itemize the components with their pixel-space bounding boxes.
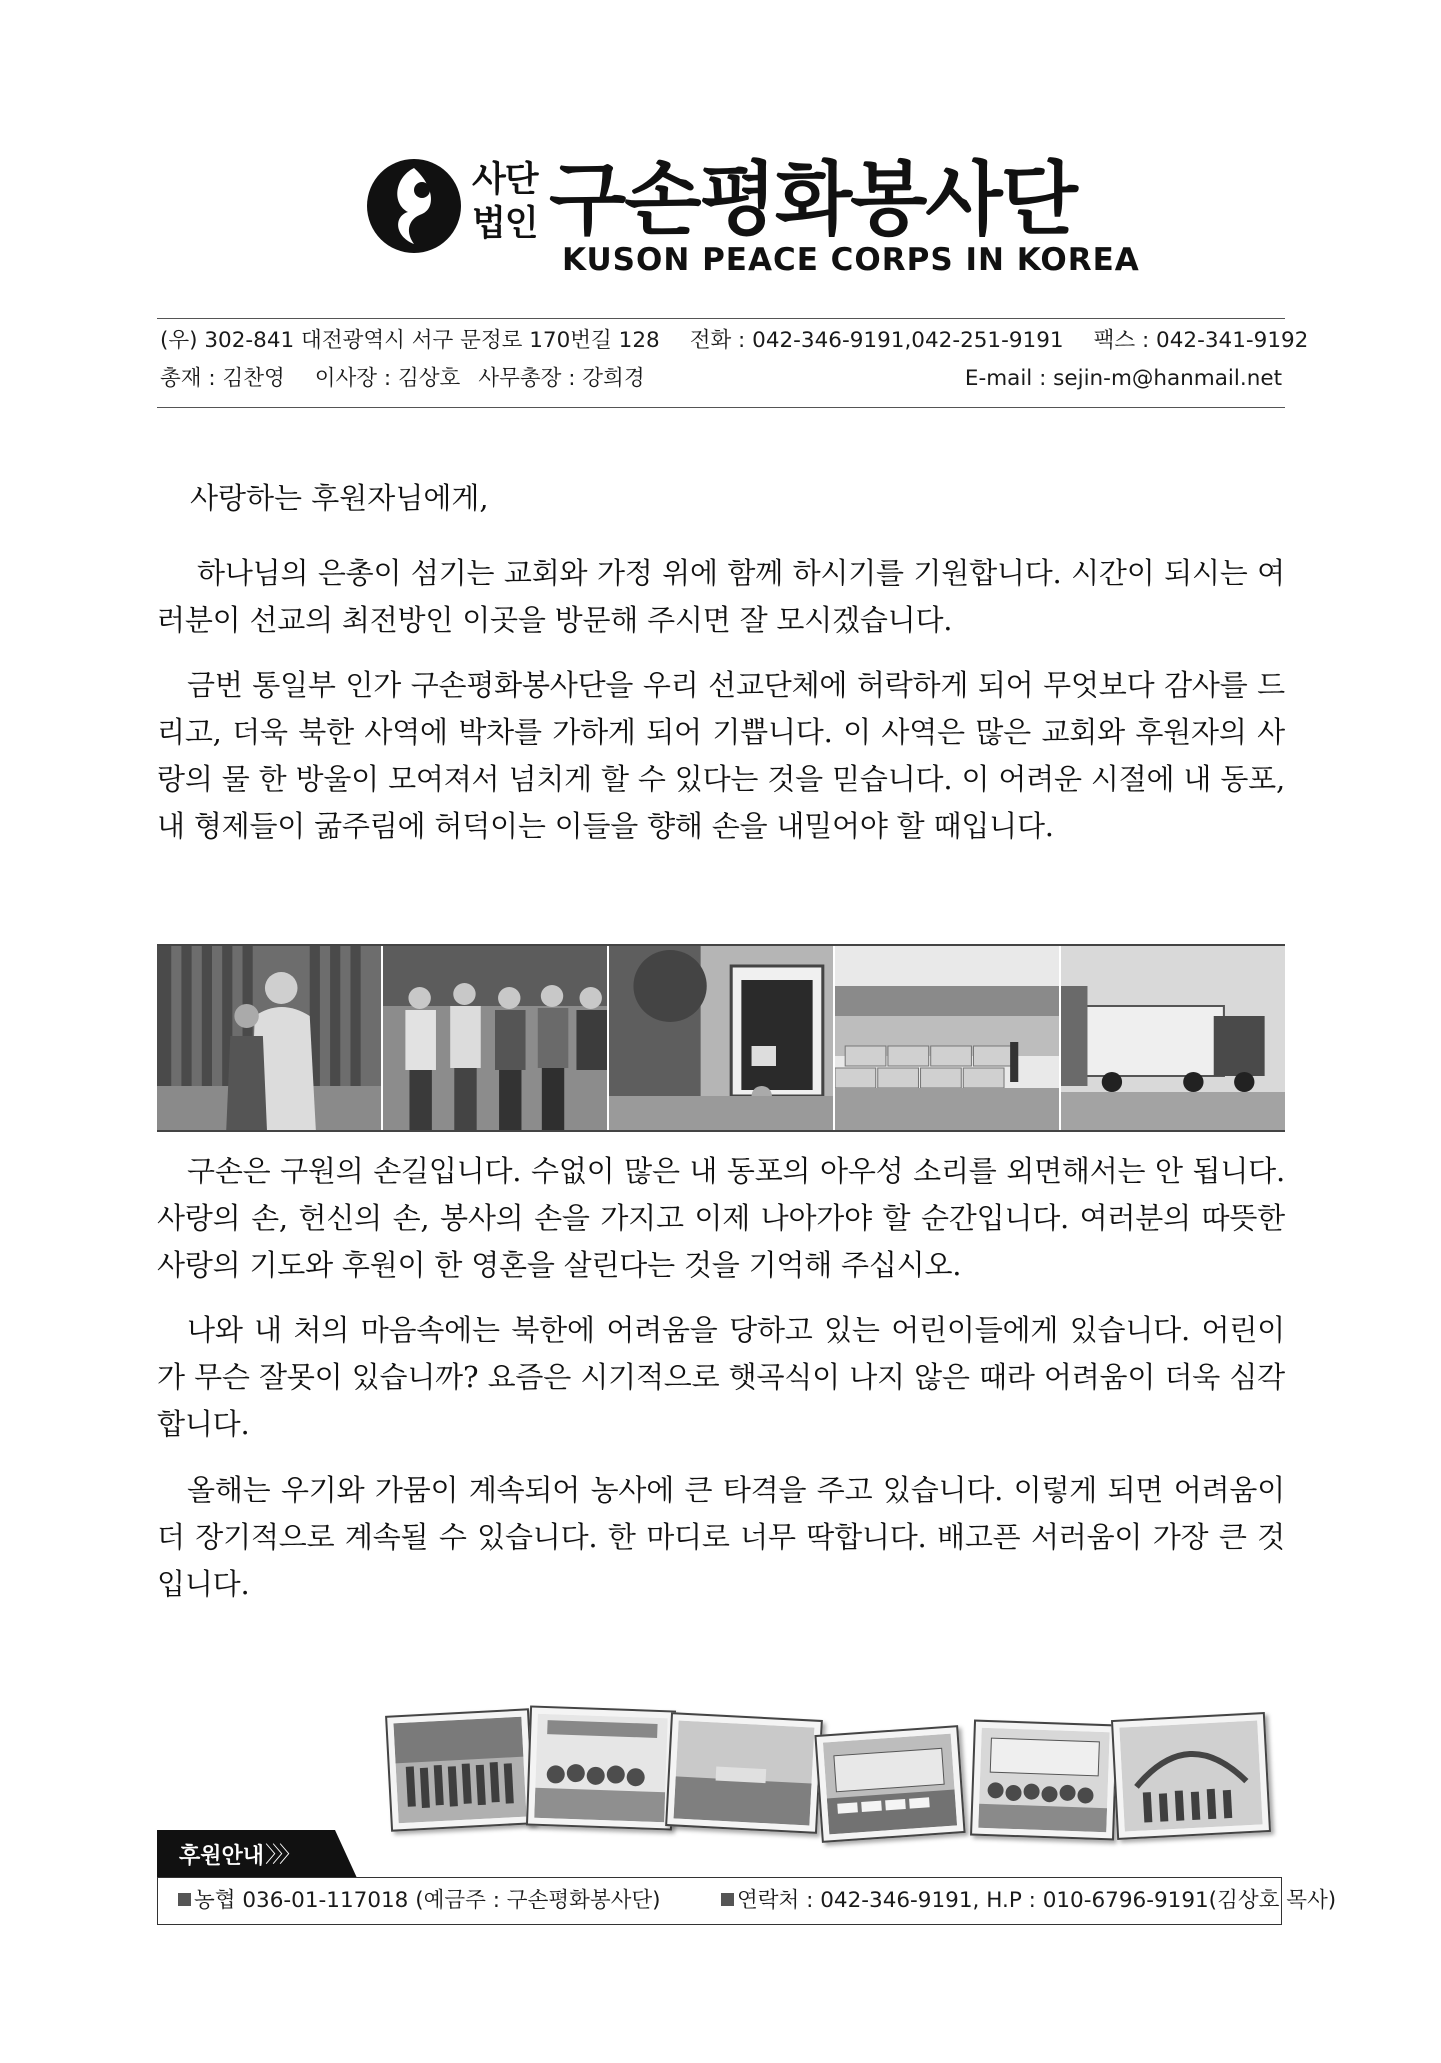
paragraph-3: 구손은 구원의 손길입니다. 수없이 많은 내 동포의 아우성 소리를 외면해서는 안 됩니다. 사랑의 손, 헌신의 손, 봉사의 손을 가지고 이제 나아가야 할 순간입니다. 여러분의 따뜻한 사랑의 기도와 후원이 한 영혼을 살린다는 것을 기억해 주십시오. [157,1154,1285,1282]
email-link[interactable]: E-mail : sejin-m@hanmail.net [964,366,1282,391]
kuson-emblem-icon [364,156,464,256]
top-rule [157,318,1285,319]
photo-truck-loading [609,946,835,1130]
secretary-text: 사무총장 : 강희경 [478,366,645,391]
square-bullet-icon [721,1893,734,1906]
director-text: 이사장 : 김상호 [314,366,461,391]
org-logo [364,150,1140,285]
polaroid-photo-1 [385,1708,535,1831]
phone-text: 전화 : 042-346-9191,042-251-9191 [689,328,1064,353]
paragraph-4: 나와 내 처의 마음속에는 북한에 어려움을 당하고 있는 어린이들에게 있습니다. 어린이가 무슨 잘못이 있습니까? 요즘은 시기적으로 햇곡식이 나지 않은 때라 어려움이 더욱 심각합니다. [157,1313,1285,1441]
org-type-label: 사단 법인 [472,160,538,244]
polaroid-photo-5 [970,1720,1118,1841]
polaroid-photo-4 [814,1725,965,1843]
bottom-rule [157,407,1285,408]
org-name: 구손평화봉사단 [549,153,1076,246]
photo-people-2 [383,946,609,1130]
paragraph-1: 하나님의 은총이 섬기는 교회와 가정 위에 함께 하시기를 기원합니다. 시간이 되시는 여러분이 선교의 최전방인 이곳을 방문해 주시면 잘 모시겠습니다. [157,556,1285,637]
polaroid-photo-3 [665,1712,823,1834]
support-tab [157,1830,357,1878]
fax-text: 팩스 : 042-341-9192 [1093,328,1309,353]
address-text: (우) 302-841 대전광역시 서구 문정로 170번길 128 [160,328,660,353]
president-text: 총재 : 김찬영 [160,366,285,391]
photo-truck-road [1061,946,1285,1130]
photo-strip [157,944,1285,1132]
support-info-box [157,1877,1337,1925]
bank-account-item [178,1878,661,1924]
support-tab-label: 후원안내 [179,1844,265,1869]
paragraph-5: 올해는 우기와 가뭄이 계속되어 농사에 큰 타격을 주고 있습니다. 이렇게 되면 어려움이 더 장기적으로 계속될 수 있습니다. 한 마디로 너무 딱합니다. 배고픈 서러움이 가장 큰 것입니다. [157,1473,1285,1601]
paragraph-2: 금번 통일부 인가 구손평화봉사단을 우리 선교단체에 허락하게 되어 무엇보다 감사를 드리고, 더욱 북한 사역에 박차를 가하게 되어 기쁩니다. 이 사역은 많은 교회와 후원자의 사랑의 물 한 방울이 모여져서 넘치게 할 수 있다는 것을 믿습니다. 이 어려운 시절에 내 동포, 내 형제들이 굶주림에 허덕이는 이들을 향해 손을 내밀어야 할 때입니다. [157,668,1285,843]
polaroid-photo-6 [1111,1712,1271,1840]
polaroid-photo-2 [526,1705,676,1830]
contact-line-1 [160,327,1309,355]
chevron-right-icon: 〉〉〉 [265,1843,298,1868]
support-contact-text: 연락처 : 042-346-9191, H.P : 010-6796-9191(김상호 목사) [737,1888,1337,1913]
contact-line-2 [160,365,1282,393]
square-bullet-icon [178,1893,191,1906]
bank-account-text: 농협 036-01-117018 (예금주 : 구손평화봉사단) [194,1888,661,1913]
org-name-en: KUSON PEACE CORPS IN KOREA [562,242,1140,278]
letter-greeting: 사랑하는 후원자님에게, [190,481,489,515]
photo-people-1 [157,946,383,1130]
support-contact-item [721,1878,1336,1924]
photo-rice-bags [835,946,1061,1130]
